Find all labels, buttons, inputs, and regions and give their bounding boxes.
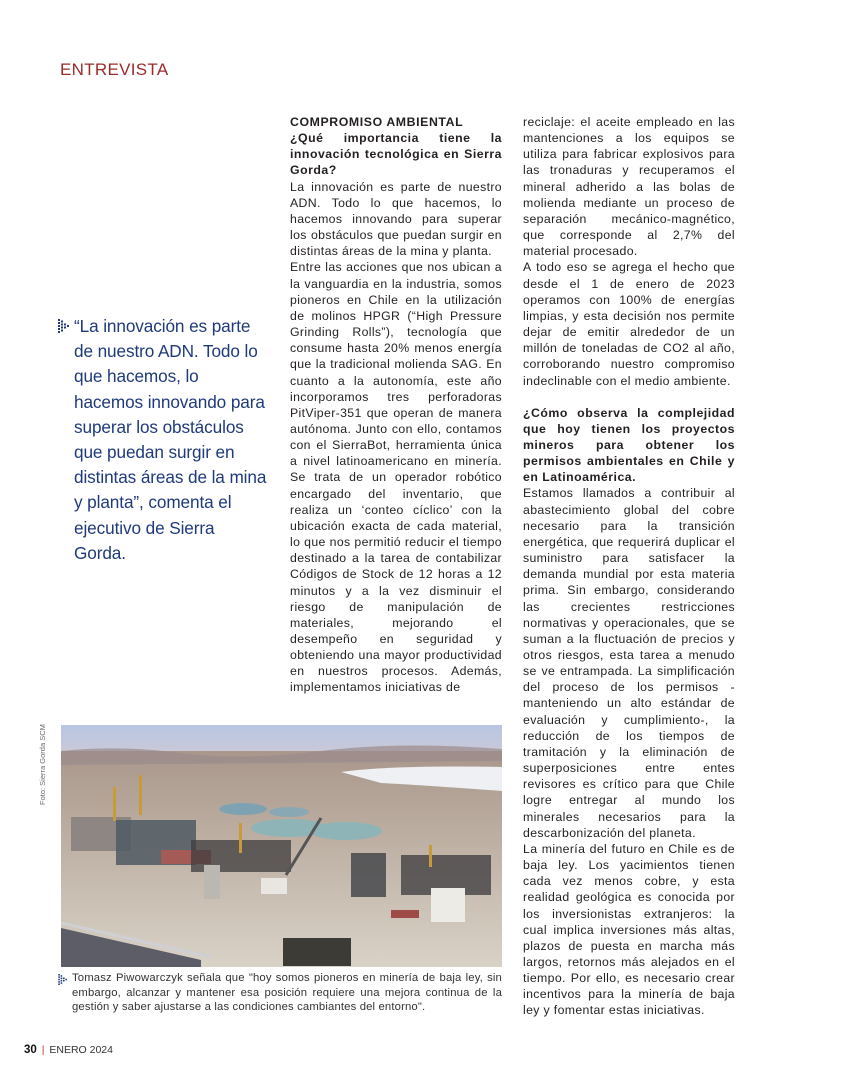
issue-date: ENERO 2024 [49, 1044, 113, 1056]
pull-quote [58, 314, 268, 566]
photo-caption-text: Tomasz Piwowarczyk señala que "hoy somos pioneros en minería de baja ley, sin embargo, alcanzar y mantener esa posición requiere una mejora continua de la gestión y saber ajustarse a las condiciones cambiantes del entorno". [72, 972, 502, 1014]
answer-paragraph: La innovación es parte de nuestro ADN. Todo lo que hacemos, lo hacemos innovando para superar los obstáculos que puedan surgir en distintas áreas de la mina y planta. [290, 179, 502, 259]
photo-credit-text: Foto: Sierra Gorda SCM [38, 724, 47, 805]
article-column-right [523, 114, 735, 1019]
pull-quote-text: “La innovación es parte de nuestro ADN. Todo lo que hacemos, lo hacemos innovando para superar los obstáculos que puedan surgir en distintas áreas de la mina y planta”, comenta el ejecutivo de Sierra Gorda. [74, 316, 267, 563]
article-subheading: COMPROMISO AMBIENTAL [290, 115, 464, 129]
article-column-middle [290, 114, 502, 696]
answer-paragraph: Estamos llamados a contribuir al abastecimiento global del cobre necesario para la transición energética, que requerirá duplicar el suministro para satisfacer la demanda mundial por esta materia prima. Sin embargo, considerando las crecientes restricciones normativas y operacionales, que se suman a la fluctuación de precios y otros riesgos, esta tarea a menudo se ve entrampada. La simplificación del proceso de los permisos -manteniendo un alto estándar de evaluación y cumplimiento-, la reducción de los tiempos de tramitación y la eliminación de superposiciones entre entes revisores es crítico para que Chile logre entregar al mundo los minerales necesarios para la descarbonización del planeta. [523, 486, 735, 840]
question-1: ¿Qué importancia tiene la innovación tecnológica en Sierra Gorda? [290, 131, 502, 178]
section-label: ENTREVISTA [60, 60, 169, 79]
answer-paragraph: reciclaje: el aceite empleado en las mantenciones a los equipos se utiliza para fabricar explosivos para las tronaduras y recuperamos el mineral adherido a las bolas de molienda mediante un proceso de separación mecánico-magnético, que corresponde al 2,7% del material procesado. [523, 115, 735, 259]
page-footer [24, 1044, 113, 1056]
mine-photo [61, 725, 502, 967]
page-number: 30 [24, 1044, 37, 1056]
photo-credit [38, 725, 52, 805]
photo-caption [58, 971, 502, 1015]
mine-photo-illustration [61, 725, 502, 967]
footer-separator: | [41, 1044, 45, 1056]
question-2: ¿Cómo observa la complejidad que hoy tienen los proyectos mineros para obtener los permisos ambientales en Chile y en Latinoamérica. [523, 405, 735, 485]
caption-bullet-icon [58, 974, 68, 985]
answer-paragraph: La minería del futuro en Chile es de baja ley. Los yacimientos tienen cada vez menos cobre, y esta realidad geológica es conocida por los inversionistas extranjeros: la cual implica inversiones más altas, plazos de puesta en marcha más largos, retornos más alejados en el tiempo. Por ello, es necesario crear incentivos para la minería de baja ley y fomentar estas iniciativas. [523, 841, 735, 1018]
answer-paragraph: Entre las acciones que nos ubican a la vanguardia en la industria, somos pioneros en Chile en la utilización de molinos HPGR (“High Pressure Grinding Rolls”), tecnología que consume hasta 20% menos energía que la tradicional molienda SAG. En cuanto a la autonomía, este año incorporamos tres perforadoras PitViper-351 que operan de manera autónoma. Junto con ello, contamos con el SierraBot, herramienta única a nivel latinoamericano en minería. Se trata de un operador robótico encargado del inventario, que realiza un ‘conteo cíclico’ con la ubicación exacta de cada material, lo que nos permitió reducir el tiempo destinado a la tarea de contabilizar Códigos de Stock de 12 horas a 12 minutos y a la vez disminuir el riesgo de manipulación de materiales, mejorando el desempeño en seguridad y obteniendo una mayor productividad en nuestros procesos. Además, implementamos iniciativas de [290, 260, 502, 695]
answer-paragraph: A todo eso se agrega el hecho que desde el 1 de enero de 2023 operamos con 100% de energías limpias, y esta decisión nos permite dejar de emitir alrededor de un millón de toneladas de CO2 al año, corroborando nuestro compromiso indeclinable con el medio ambiente. [523, 260, 735, 388]
quote-bullet-icon [58, 319, 70, 333]
